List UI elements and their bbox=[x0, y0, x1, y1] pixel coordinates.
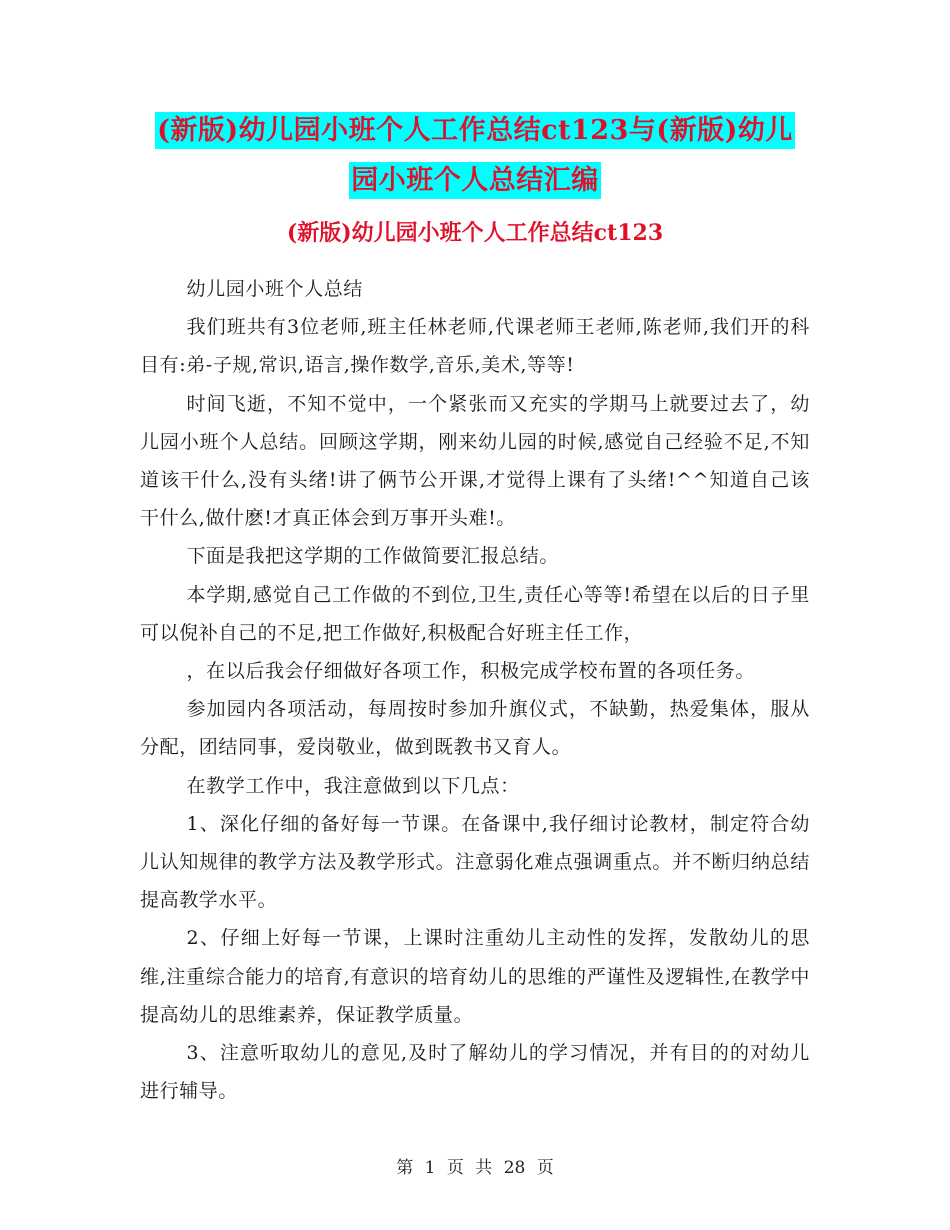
document-title-line-1: (新版)幼儿园小班个人工作总结ct123与(新版)幼儿 bbox=[155, 112, 795, 149]
paragraph: 本学期,感觉自己工作做的不到位,卫生,责任心等等!希望在以后的日子里可以倪补自己的不足,把工作做好,积极配合好班主任工作， bbox=[140, 583, 810, 644]
paragraph-subtitle: 幼儿园小班个人总结 bbox=[186, 278, 363, 300]
section-title: (新版)幼儿园小班个人工作总结ct123 bbox=[286, 220, 664, 246]
paragraph: 2、仔细上好每一节课，上课时注重幼儿主动性的发挥，发散幼儿的思维,注重综合能力的培育,有意识的培育幼儿的思维的严谨性及逻辑性,在教学中提高幼儿的思维素养，保证教学质量。 bbox=[140, 927, 810, 1026]
paragraph: 下面是我把这学期的工作做简要汇报总结。 bbox=[186, 545, 559, 568]
paragraph: 参加园内各项活动，每周按时参加升旗仪式，不缺勤，热爱集体，服从分配，团结同事，爱岗敬业，做到既教书又育人。 bbox=[140, 698, 810, 759]
paragraph: ，在以后我会仔细做好各项工作，积极完成学校布置的各项任务。 bbox=[186, 660, 755, 683]
paragraph: 时间飞逝，不知不觉中，一个紧张而又充实的学期马上就要过去了，幼儿园小班个人总结。回顾这学期，刚来幼儿园的时候,感觉自己经验不足,不知道该干什么,没有头绪!讲了俩节公开课,才觉得上课有了头绪!^^知道自己该干什么,做什麽!才真正体会到万事开头难!。 bbox=[140, 392, 810, 530]
document-title bbox=[140, 106, 810, 206]
document-title-line-2: 园小班个人总结汇编 bbox=[349, 162, 601, 199]
paragraph: 我们班共有3位老师,班主任林老师,代课老师王老师,陈老师,我们开的科目有:弟-子规,常识,语言,操作数学,音乐,美术,等等! bbox=[140, 316, 810, 377]
paragraph: 1、深化仔细的备好每一节课。在备课中,我仔细讨论教材，制定符合幼儿认知规律的教学方法及教学形式。注意弱化难点强调重点。并不断归纳总结提高教学水平。 bbox=[140, 812, 810, 912]
paragraph: 在教学工作中，我注意做到以下几点： bbox=[186, 774, 520, 797]
document-body bbox=[140, 270, 810, 1110]
page-footer: 第 1 页 共 28 页 bbox=[396, 1158, 554, 1178]
paragraph: 3、注意听取幼儿的意见,及时了解幼儿的学习情况，并有目的的对幼儿进行辅导。 bbox=[140, 1042, 810, 1103]
